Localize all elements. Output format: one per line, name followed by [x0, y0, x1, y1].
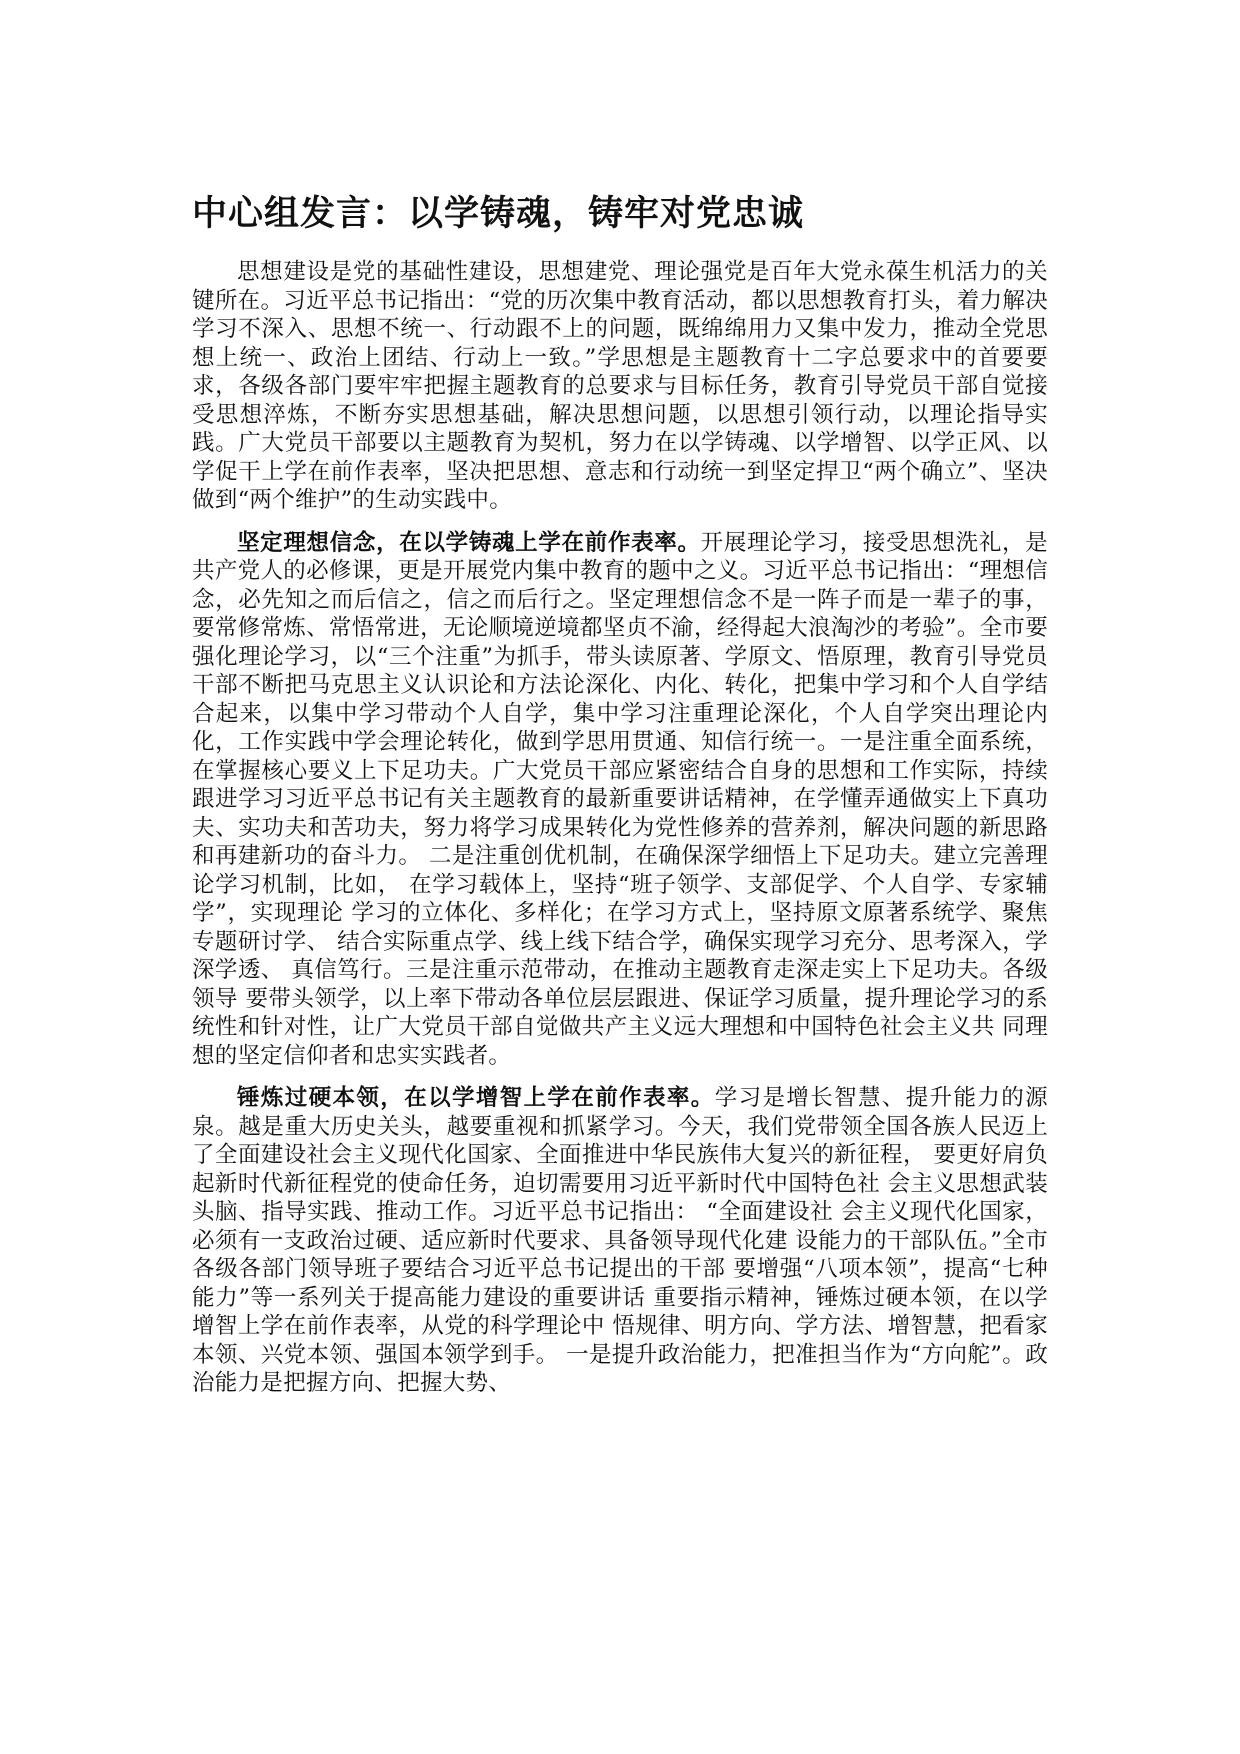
paragraph-skills	[192, 1084, 1048, 1398]
paragraph-skills-heading: 锤炼过硬本领，在以学增智上学在前作表率。	[237, 1085, 715, 1111]
document-title: 中心组发言：以学铸魂，铸牢对党忠诚	[192, 193, 805, 234]
paragraph-ideals	[192, 529, 1048, 1071]
paragraph-ideals-heading: 坚定理想信念，在以学铸魂上学在前作表率。	[237, 529, 701, 556]
paragraph-skills-text: 学习是增长智慧、提升能力的源泉。越是重大历史关头，越要重视和抓紧学习。今天，我们党带领全国各族人民迈上了全面建设社会主义现代化国家、全面推进中华民族伟大复兴的新征程， 要更好肩负起新时代新征程党的使命任务，迫切需要用习近平新时代中国特色社 会主义思想武装头脑、指导实践、推动工作。习近平总书记指出： “全面建设社 会主义现代化国家，必须有一支政治过硬、适应新时代要求、具备领导现代化建 设能力的干部队伍。”全市各级各部门领导班子要结合习近平总书记提出的干部 要增强“八项本领”，提高“七种能力”等一系列关于提高能力建设的重要讲话 重要指示精神，锤炼过硬本领，在以学增智上学在前作表率，从党的科学理论中 悟规律、明方向、学方法、增智慧，把看家本领、兴党本领、强国本领学到手。 一是提升政治能力，把准担当作为“方向舵”。政治能力是把握方向、把握大势、	[192, 1085, 1048, 1396]
paragraph-intro-text: 思想建设是党的基础性建设，思想建党、理论强党是百年大党永葆生机活力的关键所在。习近平总书记指出：“党的历次集中教育活动，都以思想教育打头，着力解决学习不深入、思想不统一、行动跟不上的问题，既绵绵用力又集中发力，推动全党思想上统一、政治上团结、行动上一致。”学思想是主题教育十二字总要求中的首要要求，各级各部门要牢牢把握主题教育的总要求与目标任务，教育引导党员干部自觉接受思想淬炼，不断夯实思想基础，解决思想问题，以思想引领行动，以理论指导实践。广大党员干部要以主题教育为契机，努力在以学铸魂、以学增智、以学正风、以学促干上学在前作表率，坚决把思想、意志和行动统一到坚定捍卫“两个确立”、坚决做到“两个维护”的生动实践中。	[192, 259, 1048, 513]
paragraph-intro	[192, 258, 1048, 515]
paragraph-ideals-text: 开展理论学习，接受思想洗礼，是共产党人的必修课，更是开展党内集中教育的题中之义。习近平总书记指出：“理想信念，必先知之而后信之，信之而后行之。坚定理想信念不是一阵子而是一辈子的事，要常修常炼、常悟常进，无论顺境逆境都坚贞不渝，经得起大浪淘沙的考验”。全市要强化理论学习，以“三个注重”为抓手，带头读原著、学原文、悟原理，教育引导党员干部不断把马克思主义认识论和方法论深化、内化、转化，把集中学习和个人自学结合起来，以集中学习带动个人自学，集中学习注重理论深化，个人自学突出理论内化，工作实践中学会理论转化，做到学思用贯通、知信行统一。一是注重全面系统，在掌握核心要义上下足功夫。广大党员干部应紧密结合自身的思想和工作实际，持续跟进学习习近平总书记有关主题教育的最新重要讲话精神，在学懂弄通做实上下真功夫、实功夫和苦功夫，努力将学习成果转化为党性修养的营养剂，解决问题的新思路和再建新功的奋斗力。 二是注重创优机制，在确保深学细悟上下足功夫。建立完善理论学习机制，比如， 在学习载体上，坚持“班子领学、支部促学、个人自学、专家辅学”，实现理论 学习的立体化、多样化；在学习方式上，坚持原文原著系统学、聚焦专题研讨学、 结合实际重点学、线上线下结合学，确保实现学习充分、思考深入，学深学透、 真信笃行。三是注重示范带动，在推动主题教育走深走实上下足功夫。各级领导 要带头领学，以上率下带动各单位层层跟进、保证学习质量，提升理论学习的系 统性和针对性，让广大党员干部自觉做共产主义远大理想和中国特色社会主义共 同理想的坚定信仰者和忠实实践者。	[192, 529, 1048, 1069]
document-page	[192, 190, 1048, 1412]
